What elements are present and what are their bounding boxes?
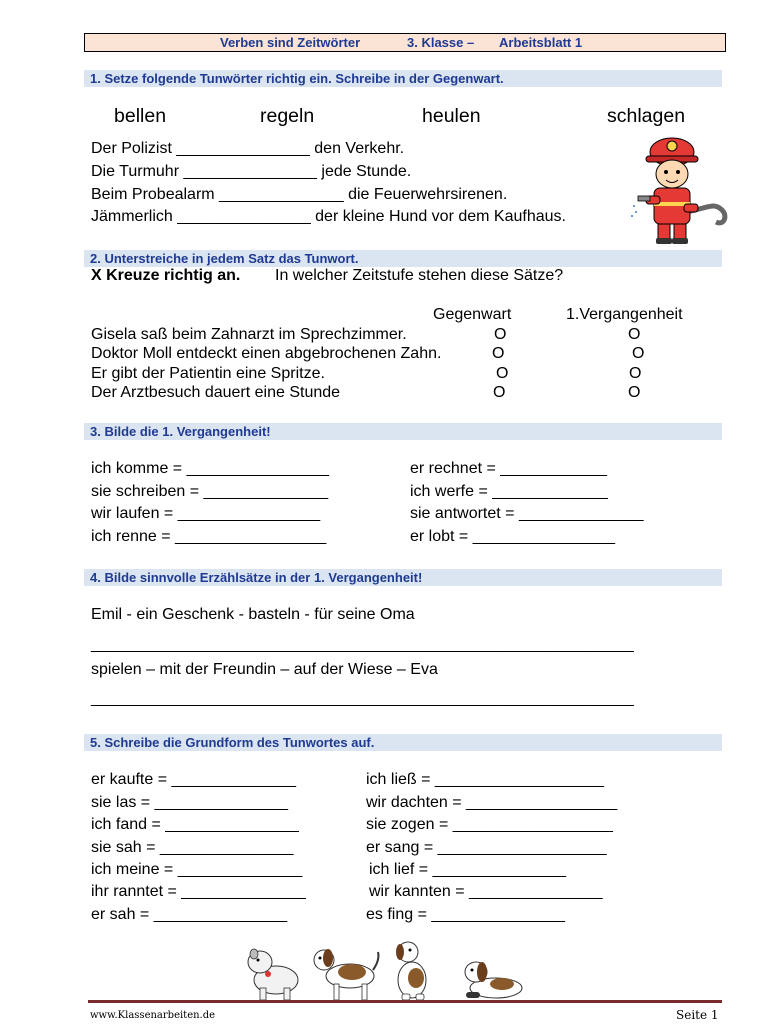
past-left-4: ich renne = _________________ bbox=[91, 528, 327, 545]
checkbox-r1-vergangenheit[interactable]: O bbox=[628, 326, 641, 343]
page-number: Seite 1 bbox=[676, 1008, 719, 1022]
past-right-2: ich werfe = _____________ bbox=[410, 483, 608, 500]
tense-row-2: Doktor Moll entdeckt einen abgebrochenen Zahn. bbox=[91, 345, 442, 362]
dogs-illustration bbox=[240, 938, 530, 1002]
worksheet-title: Verben sind Zeitwörter bbox=[220, 35, 361, 50]
sitting-dog-icon bbox=[396, 942, 426, 1000]
answer-line-2: _____________________________________________________________ bbox=[91, 690, 634, 707]
past-left-3: wir laufen = ________________ bbox=[91, 505, 321, 522]
bulldog-icon bbox=[248, 949, 298, 1000]
sentence-4: Jämmerlich _______________ der kleine Hund vor dem Kaufhaus. bbox=[91, 208, 566, 225]
section-3-heading: 3. Bilde die 1. Vergangenheit! bbox=[84, 423, 722, 440]
tense-row-3: Er gibt der Patientin eine Spritze. bbox=[91, 365, 325, 382]
section-1-heading: 1. Setze folgende Tunwörter richtig ein. Schreibe in der Gegenwart. bbox=[84, 70, 722, 87]
sentence-1: Der Polizist _______________ den Verkehr. bbox=[91, 140, 405, 157]
column-vergangenheit: 1.Vergangenheit bbox=[566, 306, 683, 323]
word-schlagen: schlagen bbox=[607, 105, 686, 127]
sheet-label: Arbeitsblatt 1 bbox=[499, 35, 583, 50]
answer-line-1: _____________________________________________________________ bbox=[91, 636, 634, 653]
base-left-6: ihr ranntet = ______________ bbox=[91, 883, 306, 900]
word-regeln: regeln bbox=[260, 105, 315, 127]
tense-row-1: Gisela saß beim Zahnarzt im Sprechzimmer. bbox=[91, 326, 407, 343]
word-heulen: heulen bbox=[422, 105, 481, 127]
base-left-4: sie sah = _______________ bbox=[91, 839, 294, 856]
checkbox-r2-vergangenheit[interactable]: O bbox=[632, 345, 645, 362]
title-box bbox=[84, 33, 726, 52]
base-left-1: er kaufte = ______________ bbox=[91, 771, 297, 788]
sentence-2: Die Turmuhr _______________ jede Stunde. bbox=[91, 163, 412, 180]
tense-row-4: Der Arztbesuch dauert eine Stunde bbox=[91, 384, 341, 401]
footer-rule bbox=[88, 1000, 722, 1003]
base-right-2: wir dachten = _________________ bbox=[366, 794, 618, 811]
base-right-1: ich ließ = ___________________ bbox=[366, 771, 604, 788]
base-right-3: sie zogen = __________________ bbox=[366, 816, 613, 833]
grade-label: 3. Klasse – bbox=[407, 35, 475, 50]
base-right-4: er sang = ___________________ bbox=[366, 839, 607, 856]
base-left-7: er sah = _______________ bbox=[91, 906, 288, 923]
base-right-6: wir kannten = _______________ bbox=[369, 883, 603, 900]
past-left-2: sie schreiben = ______________ bbox=[91, 483, 329, 500]
base-left-5: ich meine = ______________ bbox=[91, 861, 303, 878]
base-right-7: es fing = _______________ bbox=[366, 906, 565, 923]
past-right-4: er lobt = ________________ bbox=[410, 528, 616, 545]
word-bellen: bellen bbox=[114, 105, 167, 127]
beagle-icon bbox=[314, 949, 378, 1000]
past-left-1: ich komme = ________________ bbox=[91, 460, 329, 477]
checkbox-r4-gegenwart[interactable]: O bbox=[493, 384, 506, 401]
prompt-1: Emil - ein Geschenk - basteln - für seine Oma bbox=[91, 606, 415, 623]
section-5-heading: 5. Schreibe die Grundform des Tunwortes auf. bbox=[84, 734, 722, 751]
instruction: In welcher Zeitstufe stehen diese Sätze? bbox=[275, 267, 564, 284]
checkbox-r1-gegenwart[interactable]: O bbox=[494, 326, 507, 343]
section-2-heading: 2. Unterstreiche in jedem Satz das Tunwort. bbox=[84, 250, 722, 267]
past-right-3: sie antwortet = ______________ bbox=[410, 505, 644, 522]
firefighter-illustration bbox=[628, 130, 732, 245]
instruction-bold: X Kreuze richtig an. bbox=[91, 267, 241, 284]
section-4-heading: 4. Bilde sinnvolle Erzählsätze in der 1. Vergangenheit! bbox=[84, 569, 722, 586]
base-left-3: ich fand = _______________ bbox=[91, 816, 299, 833]
sentence-3: Beim Probealarm ______________ die Feuerwehrsirenen. bbox=[91, 186, 508, 203]
base-right-5: ich lief = _______________ bbox=[369, 861, 567, 878]
checkbox-r2-gegenwart[interactable]: O bbox=[492, 345, 505, 362]
column-gegenwart: Gegenwart bbox=[433, 306, 512, 323]
base-left-2: sie las = _______________ bbox=[91, 794, 289, 811]
checkbox-r3-vergangenheit[interactable]: O bbox=[629, 365, 642, 382]
past-right-1: er rechnet = ____________ bbox=[410, 460, 608, 477]
checkbox-r4-vergangenheit[interactable]: O bbox=[628, 384, 641, 401]
footer-url[interactable]: www.Klassenarbeiten.de bbox=[90, 1010, 216, 1021]
prompt-2: spielen – mit der Freundin – auf der Wiese – Eva bbox=[91, 661, 438, 678]
checkbox-r3-gegenwart[interactable]: O bbox=[496, 365, 509, 382]
lying-dog-icon bbox=[465, 962, 522, 998]
